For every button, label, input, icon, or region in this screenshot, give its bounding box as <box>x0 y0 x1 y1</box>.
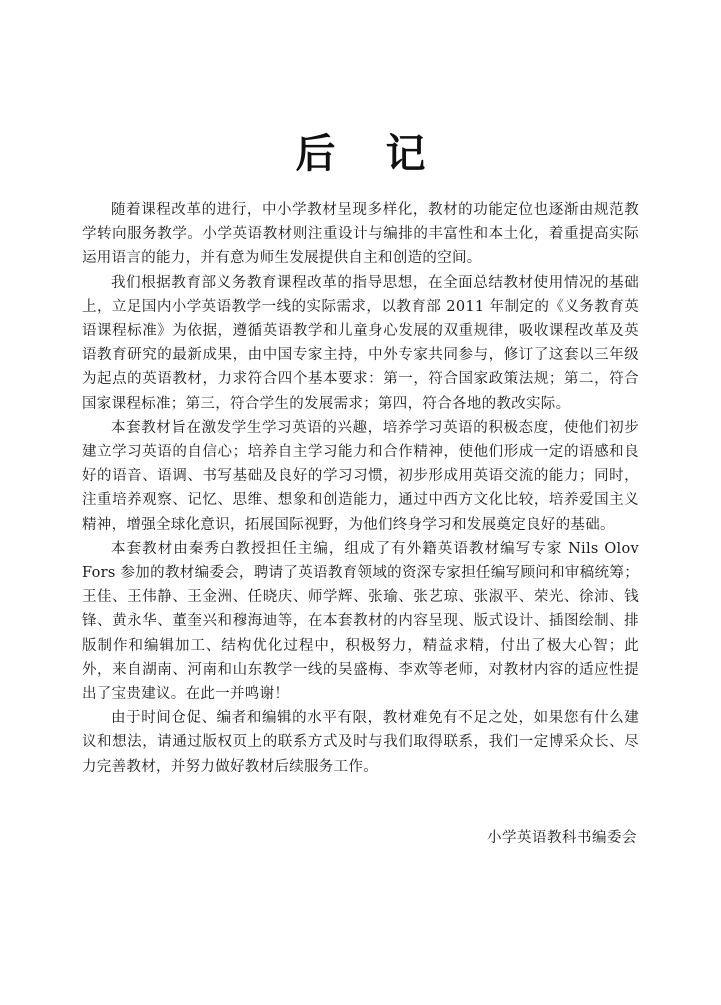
paragraph-1: 随着课程改革的进行，中小学教材呈现多样化，教材的功能定位也逐渐由规范教学转向服务教学。小学英语教材则注重设计与编排的丰富性和本土化，着重提高实际运用语言的能力，并有意为师生发展提供自主和创造的空间。 <box>82 202 639 267</box>
paragraph-4: 本套教材由秦秀白教授担任主编，组成了有外籍英语教材编写专家 Nils Olov Fors 参加的教材编委会，聘请了英语教育领域的资深专家担任编写顾问和审稿统筹；王佳、王伟静、王金洲、任晓庆、师学辉、张瑜、张艺琼、张淑平、荣光、徐沛、钱锋、黄永华、董奎兴和穆海迪等，在本套教材的内容呈现、版式设计、插图绘制、排版制作和编辑加工、结构优化过程中，积极努力，精益求精，付出了极大心智；此外，来自湖南、河南和山东教学一线的吴盛梅、李欢等老师，对教材内容的适应性提出了宝贵建议。在此一并鸣谢！ <box>82 540 639 703</box>
page-title: 后记 <box>295 131 476 177</box>
signature: 小学英语教科书编委会 <box>487 830 637 846</box>
paragraph-3: 本套教材旨在激发学生学习英语的兴趣，培养学习英语的积极态度，使他们初步建立学习英语的自信心；培养自主学习能力和合作精神，使他们形成一定的语感和良好的语音、语调、书写基础及良好的学习习惯，初步形成用英语交流的能力；同时，注重培养观察、记忆、思维、想象和创造能力，通过中西方文化比较，培养爱国主义精神，增强全球化意识，拓展国际视野，为他们终身学习和发展奠定良好的基础。 <box>82 419 639 533</box>
body-text <box>82 198 639 779</box>
paragraph-2: 我们根据教育部义务教育课程改革的指导思想，在全面总结教材使用情况的基础上，立足国内小学英语教学一线的实际需求，以教育部 2011 年制定的《义务教育英语课程标准》为依据，遵循英语教学和儿童身心发展的双重规律，吸收课程改革及英语教育研究的最新成果，由中国专家主持，中外专家共同参与，修订了这套以三年级为起点的英语教材，力求符合四个基本要求：第一，符合国家政策法规；第二，符合国家课程标准；第三，符合学生的发展需求；第四，符合各地的教改实际。 <box>82 274 639 412</box>
paragraph-5: 由于时间仓促、编者和编辑的水平有限，教材难免有不足之处，如果您有什么建议和想法，请通过版权页上的联系方式及时与我们取得联系，我们一定博采众长、尽力完善教材，并努力做好教材后续服务工作。 <box>82 710 639 775</box>
